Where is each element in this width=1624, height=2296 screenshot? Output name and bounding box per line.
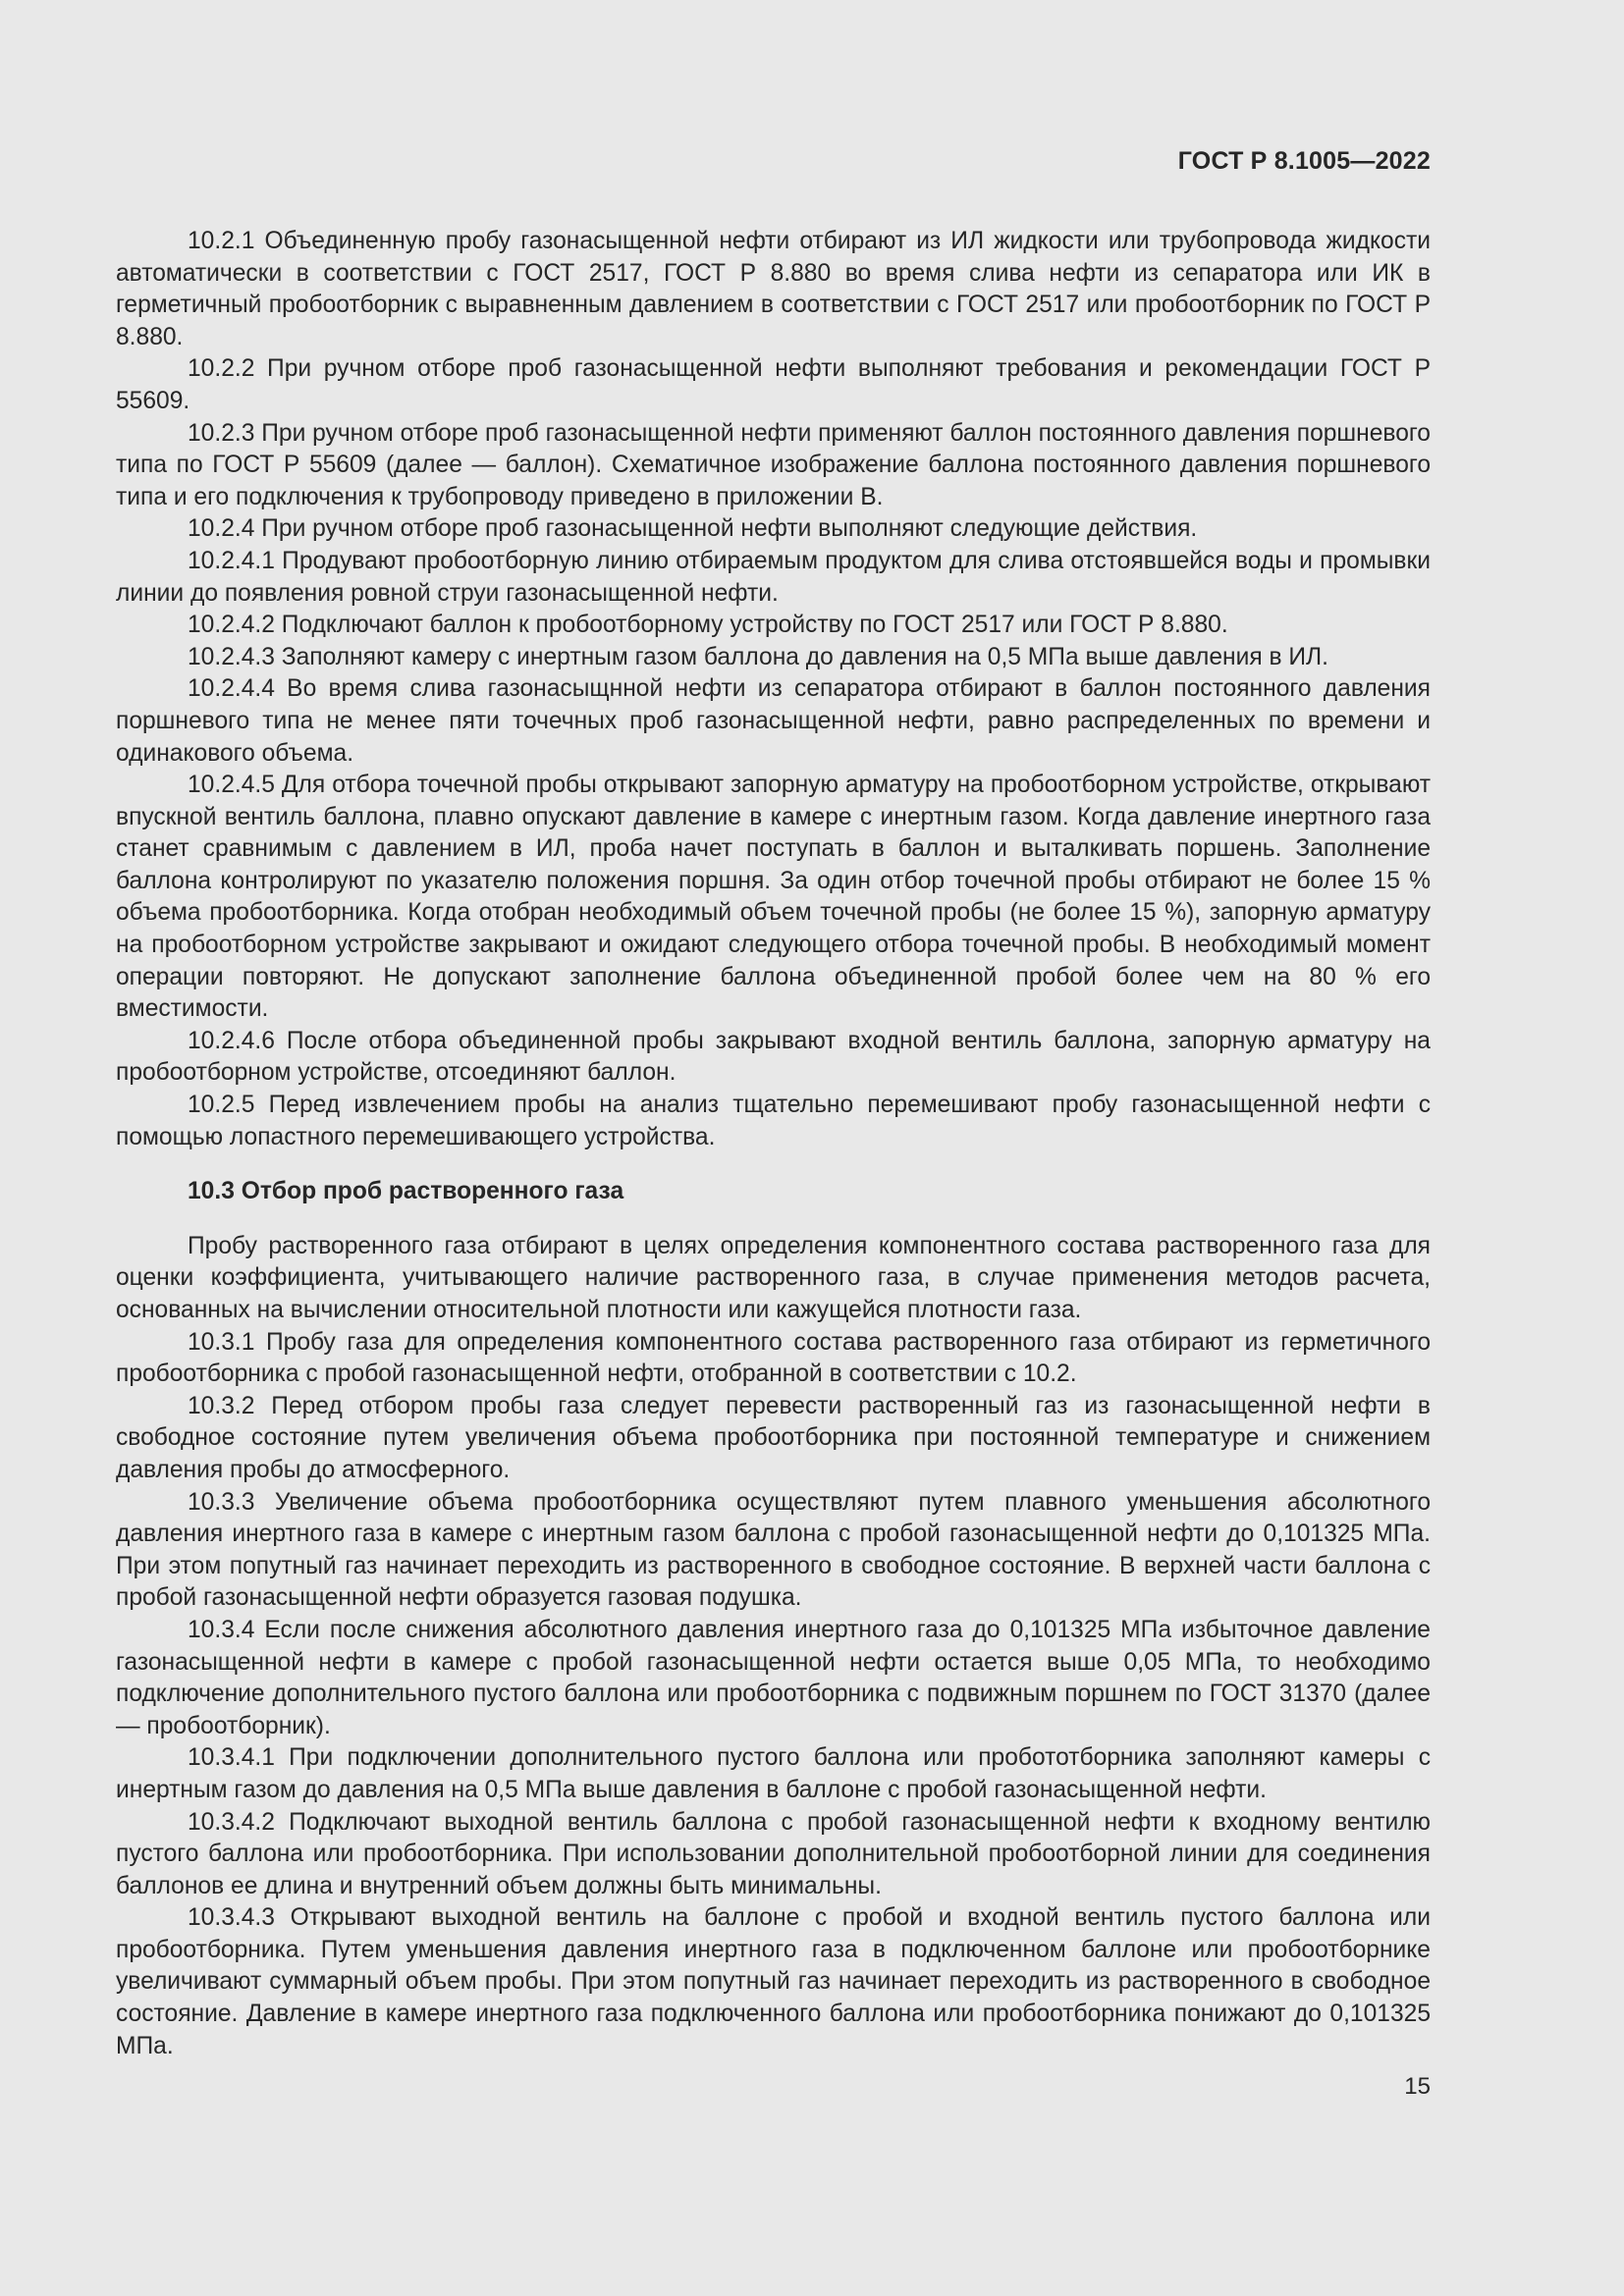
paragraph-10-2-1: 10.2.1 Объединенную пробу газонасыщенной нефти отбирают из ИЛ жидкости или трубопровода жидкости автоматически в соответствии с ГОСТ 2517, ГОСТ Р 8.880 во время слива нефти из сепаратора или ИК в герметичный пробоотборник с выравненным давлением в соответствии с ГОСТ 2517 или пробоотборник по ГОСТ Р 8.880. (116, 228, 1431, 350)
paragraph-10-2-4-2: 10.2.4.2 Подключают баллон к пробоотборному устройству по ГОСТ 2517 или ГОСТ Р 8.880. (188, 612, 1228, 639)
paragraph-10-3-1: 10.3.1 Пробу газа для определения компонентного состава растворенного газа отбирают из герметичного пробоотборника с пробой газонасыщенной нефти, отобранной в соответствии с 10.2. (116, 1328, 1431, 1388)
document-body (116, 226, 1431, 2062)
paragraph-10-2-4-4: 10.2.4.4 Во время слива газонасыщнной нефти из сепаратора отбирают в баллон постоянного давления поршневого типа не менее пяти точечных проб газонасыщенной нефти, равно распределенных по времени и одинакового объема. (116, 675, 1431, 767)
paragraph-10-2-4-6: 10.2.4.6 После отбора объединенной пробы закрывают входной вентиль баллона, запорную арматуру на пробоотборном устройстве, отсоединяют баллон. (116, 1027, 1431, 1087)
paragraph-10-3-3: 10.3.3 Увеличение объема пробоотборника осуществляют путем плавного уменьшения абсолютного давления инертного газа в камере с инертным газом баллона с пробой газонасыщенной нефти до 0,101325 МПа. При этом попутный газ начинает переходить из растворенного в свободное состояние. В верхней части баллона с пробой газонасыщенной нефти образуется газовая подушка. (116, 1488, 1431, 1612)
paragraph-10-3-4-2: 10.3.4.2 Подключают выходной вентиль баллона с пробой газонасыщенной нефти к входному вентилю пустого баллона или пробоотборника. При использовании дополнительной пробоотборной линии для соединения баллонов ее длина и внутренний объем должны быть минимальны. (116, 1808, 1431, 1899)
paragraph-10-2-2: 10.2.2 При ручном отборе проб газонасыщенной нефти выполняют требования и рекомендации ГОСТ Р 55609. (116, 355, 1431, 414)
paragraph-10-2-4-3: 10.2.4.3 Заполняют камеру с инертным газом баллона до давления на 0,5 МПа выше давления в ИЛ. (188, 643, 1329, 670)
section-heading-10-3: 10.3 Отбор проб растворенного газа (188, 1178, 624, 1205)
paragraph-10-2-4-5: 10.2.4.5 Для отбора точечной пробы открывают запорную арматуру на пробоотборном устройстве, открывают впускной вентиль баллона, плавно опускают давление в камере с инертным газом. Когда давление инертного газа станет сравнимым с давлением в ИЛ, проба начет поступать в баллон и выталкивать поршень. Заполнение баллона контролируют по указателю положения поршня. За один отбор точечной пробы отбирают не более 15 % объема пробоотборника. Когда отобран необходимый объем точечной пробы (не более 15 %), запорную арматуру на пробоотборном устройстве закрывают и ожидают следующего отбора точечной пробы. В необходимый момент операции повторяют. Не допускают заполнение баллона объединенной пробой более чем на 80 % его вместимости. (116, 772, 1431, 1023)
paragraph-10-2-4-1: 10.2.4.1 Продувают пробоотборную линию отбираемым продуктом для слива отстоявшейся воды и промывки линии до появления ровной струи газонасыщенной нефти. (116, 547, 1431, 607)
paragraph-10-3-2: 10.3.2 Перед отбором пробы газа следует перевести растворенный газ из газонасыщенной нефти в свободное состояние путем увеличения объема пробоотборника при постоянной температуре и снижением давления пробы до атмосферного. (116, 1392, 1431, 1483)
paragraph-10-3-4-1: 10.3.4.1 При подключении дополнительного пустого баллона или пробототборника заполняют камеры с инертным газом до давления на 0,5 МПа выше давления в баллоне с пробой газонасыщенной нефти. (116, 1744, 1431, 1803)
page-number: 15 (1404, 2073, 1431, 2100)
paragraph-10-2-4: 10.2.4 При ручном отборе проб газонасыщенной нефти выполняют следующие действия. (188, 515, 1198, 543)
paragraph-10-2-3: 10.2.3 При ручном отборе проб газонасыщенной нефти применяют баллон постоянного давления поршневого типа по ГОСТ Р 55609 (далее — баллон). Схематичное изображение баллона постоянного давления поршневого типа и его подключения к трубопроводу приведено в приложении В. (116, 419, 1431, 510)
paragraph-10-2-5: 10.2.5 Перед извлечением пробы на анализ тщательно перемешивают пробу газонасыщенной нефти с помощью лопастного перемешивающего устройства. (116, 1092, 1431, 1150)
document-code: ГОСТ Р 8.1005—2022 (1177, 147, 1431, 175)
paragraph-10-3-4: 10.3.4 Если после снижения абсолютного давления инертного газа до 0,101325 МПа избыточное давление газонасыщенной нефти в камере с пробой газонасыщенной нефти остается выше 0,05 МПа, то необходимо подключение дополнительного пустого баллона или пробоотборника с подвижным поршнем по ГОСТ 31370 (далее — пробоотборник). (116, 1616, 1431, 1739)
paragraph-10-3-intro: Пробу растворенного газа отбирают в целях определения компонентного состава растворенного газа для оценки коэффициента, учитывающего наличие растворенного газа, в случае применения методов расчета, основанных на вычислении относительной плотности или кажущейся плотности газа. (116, 1232, 1431, 1323)
paragraph-10-3-4-3: 10.3.4.3 Открывают выходной вентиль на баллоне с пробой и входной вентиль пустого баллона или пробоотборника. Путем уменьшения давления инертного газа в подключенном баллоне или пробоотборнике увеличивают суммарный объем пробы. При этом попутный газ начинает переходить из растворенного в свободное состояние. Давление в камере инертного газа подключенного баллона или пробоотборника понижают до 0,101325 МПа. (116, 1904, 1431, 2059)
